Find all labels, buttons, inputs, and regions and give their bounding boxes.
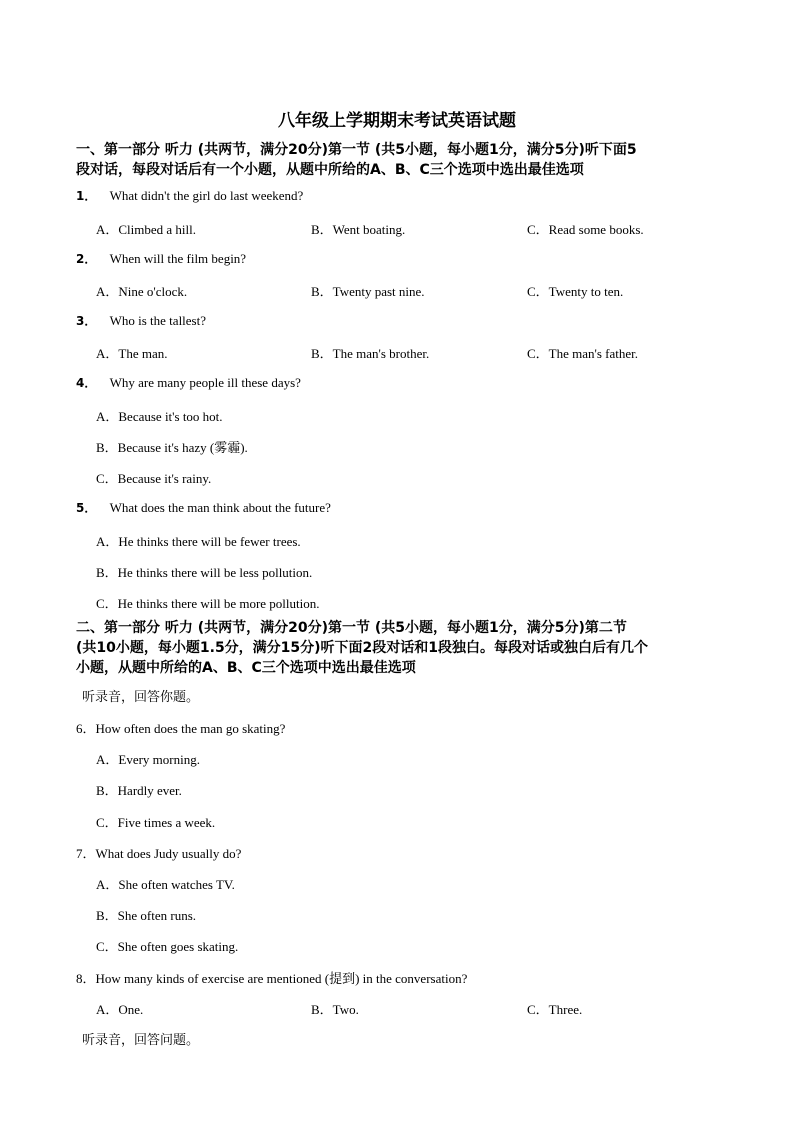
question-text: What does the man think about the future? <box>109 500 331 515</box>
option-7c[interactable]: C．She often goes skating. <box>96 939 239 954</box>
option-4a[interactable]: A．Because it's too hot. <box>96 409 223 424</box>
question-4 <box>76 374 301 391</box>
option-7b[interactable]: B．She often runs. <box>96 908 197 923</box>
section2-heading-line1: 二、第一部分 听力 (共两节，满分20分)第一节 (共5小题，每小题1分，满分5分)第二节 <box>76 620 627 636</box>
question-text: How many kinds of exercise are mentioned (提到) in the conversation? <box>95 971 468 986</box>
section2-heading-line3: 小题，从题中所给的A、B、C三个选项中选出最佳选项 <box>76 660 416 676</box>
question-text: Why are many people ill these days? <box>109 375 301 390</box>
option-8a[interactable]: A．One. <box>96 1002 144 1017</box>
option-8b[interactable]: B．Two. <box>311 1002 359 1017</box>
question-text: What does Judy usually do? <box>95 846 242 861</box>
question-5 <box>76 499 331 516</box>
option-1c[interactable]: C．Read some books. <box>527 222 644 237</box>
option-4c[interactable]: C．Because it's rainy. <box>96 471 212 486</box>
question-number: 2． <box>76 252 97 266</box>
question-text: When will the film begin? <box>109 251 247 266</box>
question-1 <box>76 187 303 204</box>
question-3 <box>76 312 206 329</box>
option-5b[interactable]: B．He thinks there will be less pollution. <box>96 565 313 580</box>
question-number: 4． <box>76 376 97 390</box>
option-3c[interactable]: C．The man's father. <box>527 346 639 361</box>
question-2 <box>76 250 246 267</box>
question-8 <box>76 968 467 987</box>
option-6a[interactable]: A．Every morning. <box>96 752 200 767</box>
option-4b[interactable]: B．Because it's hazy (雾霾). <box>96 440 248 455</box>
option-2a[interactable]: A．Nine o'clock. <box>96 284 188 299</box>
option-5c[interactable]: C．He thinks there will be more pollution. <box>96 596 320 611</box>
section1-heading <box>76 140 746 180</box>
option-6b[interactable]: B．Hardly ever. <box>96 783 182 798</box>
listening-instruction: 听录音，回答你题。 <box>82 690 200 705</box>
option-1b[interactable]: B．Went boating. <box>311 222 406 237</box>
option-3b[interactable]: B．The man's brother. <box>311 346 430 361</box>
option-7a[interactable]: A．She often watches TV. <box>96 877 235 892</box>
question-number: 6． <box>76 721 96 736</box>
option-2c[interactable]: C．Twenty to ten. <box>527 284 624 299</box>
question-text: Who is the tallest? <box>109 313 206 328</box>
question-7 <box>76 843 241 862</box>
section2-heading <box>76 618 746 678</box>
question-number: 3． <box>76 314 97 328</box>
question-number: 8． <box>76 971 96 986</box>
option-6c[interactable]: C．Five times a week. <box>96 815 216 830</box>
option-1a[interactable]: A．Climbed a hill. <box>96 222 197 237</box>
question-number: 7． <box>76 846 96 861</box>
section1-heading-line1: 一、第一部分 听力 (共两节，满分20分)第一节 (共5小题，每小题1分，满分5分)听下面5 <box>76 142 637 158</box>
option-8c[interactable]: C．Three. <box>527 1002 583 1017</box>
question-number: 1． <box>76 189 97 203</box>
listening-instruction-2: 听录音，回答问题。 <box>82 1033 200 1048</box>
option-2b[interactable]: B．Twenty past nine. <box>311 284 425 299</box>
question-number: 5． <box>76 501 97 515</box>
page-title: 八年级上学期期末考试英语试题 <box>278 111 516 131</box>
question-text: How often does the man go skating? <box>95 721 286 736</box>
section1-heading-line2: 段对话，每段对话后有一个小题，从题中所给的A、B、C三个选项中选出最佳选项 <box>76 162 584 178</box>
question-6 <box>76 718 285 737</box>
option-3a[interactable]: A．The man. <box>96 346 168 361</box>
section2-heading-line2: (共10小题，每小题1.5分，满分15分)听下面2段对话和1段独白。每段对话或独白后有几个 <box>76 640 649 656</box>
question-text: What didn't the girl do last weekend? <box>109 188 304 203</box>
option-5a[interactable]: A．He thinks there will be fewer trees. <box>96 534 301 549</box>
